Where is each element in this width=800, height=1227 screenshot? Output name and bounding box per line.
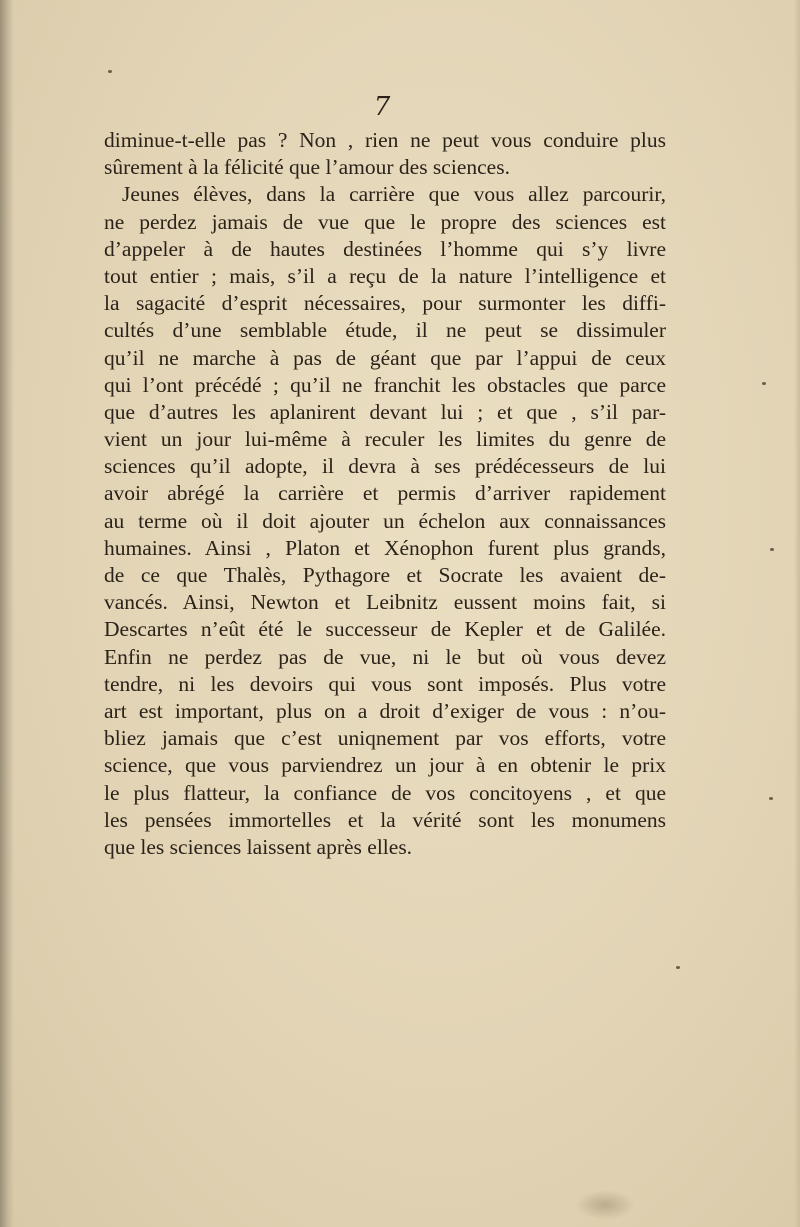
text-line: vient un jour lui-même à reculer les limites du genre de xyxy=(104,427,666,452)
text-line: tout entier ; mais, s’il a reçu de la nature l’intelligence et xyxy=(104,263,666,288)
text-line: qu’il ne marche à pas de géant que par l’appui de ceux xyxy=(104,345,666,370)
text-line: de ce que Thalès, Pythagore et Socrate les avaient de- xyxy=(104,563,666,587)
text-line: au terme où il doit ajouter un échelon aux connaissances xyxy=(104,508,666,533)
text-line: science, que vous parviendrez un jour à en obtenir le prix xyxy=(104,753,666,778)
page-edge xyxy=(794,0,800,1227)
text-line: Descartes n’eût été le successeur de Kepler et de Galilée. xyxy=(104,617,666,642)
page-number: 7 xyxy=(373,92,391,122)
page-spine-shadow xyxy=(0,0,14,1227)
text-line: le plus flatteur, la confiance de vos concitoyens , et que xyxy=(104,780,666,805)
text-line: ne perdez jamais de vue que le propre des sciences est xyxy=(104,209,666,234)
text-line: Enfin ne perdez pas de vue, ni le but où vous devez xyxy=(104,644,666,669)
text-line: qui l’ont précédé ; qu’il ne franchit les obstacles que parce xyxy=(104,372,666,397)
text-line: sciences qu’il adopte, il devra à ses prédécesseurs de lui xyxy=(104,454,666,479)
text-line: art est important, plus on a droit d’exiger de vous : n’ou- xyxy=(104,698,666,723)
text-line: avoir abrégé la carrière et permis d’arriver rapidement xyxy=(104,481,666,506)
text-line: d’appeler à de hautes destinées l’homme qui s’y livre xyxy=(104,236,666,261)
text-line: cultés d’une semblable étude, il ne peut se dissimuler xyxy=(104,318,666,343)
paper-speck xyxy=(676,966,680,969)
text-line: bliez jamais que c’est uniqnement par vos efforts, votre xyxy=(104,726,666,751)
text-line: que les sciences laissent après elles. xyxy=(104,834,413,859)
paper-speck xyxy=(770,548,774,551)
text-line: sûrement à la félicité que l’amour des sciences. xyxy=(104,155,510,180)
paper-stain xyxy=(575,1190,635,1220)
text-line: Jeunes élèves, dans la carrière que vous allez parcourir, xyxy=(122,182,666,207)
text-line: que d’autres les aplanirent devant lui ; et que , s’il par- xyxy=(104,399,666,424)
text-line: la sagacité d’esprit nécessaires, pour surmonter les diffi- xyxy=(104,291,666,316)
paper-speck xyxy=(108,70,112,73)
body-text xyxy=(104,127,666,861)
paper-speck xyxy=(769,797,773,800)
text-line: humaines. Ainsi , Platon et Xénophon furent plus grands, xyxy=(104,535,666,560)
text-line: vancés. Ainsi, Newton et Leibnitz eussent moins fait, si xyxy=(104,590,666,615)
text-line: tendre, ni les devoirs qui vous sont imposés. Plus votre xyxy=(104,671,666,696)
paper-speck xyxy=(762,382,766,385)
text-line: diminue-t-elle pas ? Non , rien ne peut vous conduire plus xyxy=(104,128,666,152)
text-line: les pensées immortelles et la vérité sont les monumens xyxy=(104,807,666,832)
